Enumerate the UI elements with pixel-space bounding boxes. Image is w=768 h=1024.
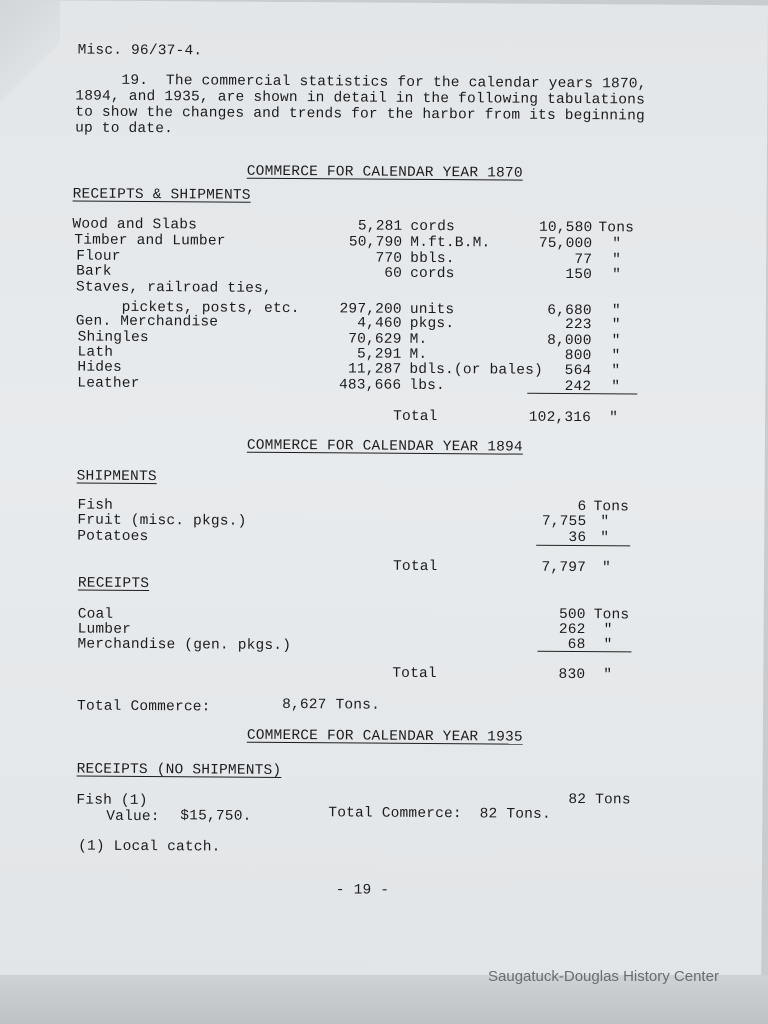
table-row-unit: M. [409, 346, 428, 363]
table-row-unit: pkgs. [409, 315, 455, 333]
table-row-quantity: 770 [375, 250, 403, 267]
table-row-tons: 150 [565, 266, 593, 284]
watermark: Saugatuck-Douglas History Center [488, 968, 719, 985]
table-row-quantity: 4,460 [357, 315, 402, 332]
table-row-unit: cords [410, 265, 455, 283]
table-row-quantity: 70,629 [348, 331, 402, 348]
list-item-tons: 262 [558, 621, 586, 639]
fish-1935-tons: 82 Tons [568, 791, 631, 809]
table-row-suffix: " [611, 333, 621, 350]
section-title-1894: COMMERCE FOR CALENDAR YEAR 1894 [246, 437, 523, 456]
list-item: Fruit (misc. pkgs.) [77, 512, 247, 530]
shipments-heading: SHIPMENTS [76, 468, 157, 486]
list-item-tons: 500 [558, 606, 586, 624]
table-row-quantity: 297,200 [339, 301, 402, 318]
list-item-suffix: " [603, 637, 613, 654]
intro-line-1: 19. The commercial statistics for the calendar years 1870, [121, 72, 647, 93]
table-row-quantity: 11,287 [347, 361, 402, 378]
table-row-tons: 564 [564, 362, 592, 380]
table-row-suffix: " [611, 348, 621, 365]
table-row-item: Wood and Slabs [72, 216, 198, 234]
table-row-suffix: " [611, 303, 621, 320]
table-row-unit: units [409, 301, 455, 319]
list-item-tons: 7,755 [541, 513, 587, 531]
list-item: Potatoes [77, 528, 149, 546]
shipments-total-suffix: " [601, 560, 612, 577]
misc-reference: Misc. 96/37-4. [77, 42, 203, 60]
shipments-total-value: 7,797 [541, 559, 587, 577]
table-row-item: Bark [76, 263, 112, 280]
total-commerce-1894-label: Total Commerce: [77, 698, 211, 716]
table-row-tons: 223 [564, 316, 592, 334]
list-item: Lumber [77, 621, 132, 638]
table-row-unit: cords [410, 218, 455, 236]
table-row-item: Leather [77, 375, 140, 392]
table-row-item: Shingles [77, 329, 149, 347]
table-row-quantity: 50,790 [348, 234, 403, 251]
table-row-item: Gen. Merchandise [75, 313, 219, 331]
list-item-suffix: Tons [593, 607, 630, 624]
table-row-unit: bbls. [410, 250, 455, 268]
table-row-tons: 800 [564, 347, 592, 365]
shipments-rule [536, 545, 630, 547]
total-commerce-1894-value: 8,627 Tons. [282, 696, 381, 714]
table-row-suffix: Tons [598, 220, 635, 237]
total-value-1870: 102,316 [528, 409, 592, 427]
list-item: Coal [77, 606, 114, 623]
receipts-heading: RECEIPTS [77, 575, 150, 593]
table-row-tons: 8,000 [547, 332, 592, 350]
receipts-total-label: Total [392, 665, 437, 683]
page-number: - 19 - [335, 882, 390, 899]
table-row-unit: bdls.(or bales) [409, 361, 544, 379]
receipts-total-suffix: " [603, 667, 613, 684]
value-label: Value: [106, 808, 160, 826]
list-item-suffix: " [603, 622, 613, 639]
table-row-item: Timber and Lumber [74, 232, 226, 250]
fish-1935-label: Fish (1) [76, 792, 148, 810]
total-commerce-1935: Total Commerce: 82 Tons. [328, 805, 551, 823]
list-item-suffix: " [600, 530, 610, 547]
table-row-item: Flour [76, 248, 121, 265]
table-row-unit: lbs. [409, 377, 445, 395]
table-row-item: Hides [77, 359, 123, 376]
list-item-tons: 36 [568, 529, 587, 547]
list-item: Fish [77, 497, 114, 514]
footnote: (1) Local catch. [78, 838, 221, 856]
value-amount: $15,750. [180, 808, 252, 825]
table-row-quantity: 483,666 [338, 377, 402, 394]
table-row-quantity: 5,281 [357, 218, 403, 235]
total-label-1870: Total [393, 408, 438, 426]
list-item-tons: 68 [567, 636, 586, 654]
table-row-unit: M. [409, 331, 428, 348]
table-row-quantity: 60 [384, 265, 403, 282]
table-row-item: Staves, railroad ties, [75, 279, 272, 297]
table-row-unit: M.ft.B.M. [410, 234, 491, 252]
intro-line-4: up to date. [75, 120, 174, 138]
table-row-tons: 75,000 [538, 235, 593, 253]
table-row-suffix: " [612, 252, 622, 269]
table-row-item: Lath [77, 344, 114, 361]
table-row-tons: 242 [564, 378, 592, 396]
section-title-1870: COMMERCE FOR CALENDAR YEAR 1870 [246, 163, 523, 182]
section-subtitle-1870: RECEIPTS & SHIPMENTS [72, 186, 251, 204]
section-title-1935: COMMERCE FOR CALENDAR YEAR 1935 [246, 727, 523, 746]
folded-corner [0, 0, 60, 110]
table-row-quantity: 5,291 [356, 346, 402, 363]
table-row-suffix: " [611, 363, 621, 380]
table-row-suffix: " [611, 317, 621, 334]
section-subtitle-1935: RECEIPTS (NO SHIPMENTS) [76, 761, 282, 779]
table-row-suffix: " [611, 379, 621, 396]
table-row-tons: 6,680 [547, 302, 592, 320]
list-item-suffix: Tons [593, 499, 630, 516]
table-row-tons: 77 [574, 252, 593, 269]
intro-line-3: to show the changes and trends for the harbor from its beginning [75, 104, 645, 125]
table-row-tons: 10,580 [538, 219, 593, 237]
table-row-item: pickets, posts, etc. [103, 299, 300, 318]
total-suffix-1870: " [609, 410, 619, 427]
table-row-suffix: " [612, 236, 622, 253]
intro-line-2: 1894, and 1935, are shown in detail in the following tabulations [75, 88, 646, 109]
receipts-total-value: 830 [558, 666, 586, 684]
table-row-suffix: " [612, 267, 622, 284]
shipments-total-label: Total [392, 558, 438, 576]
list-item-suffix: " [600, 514, 610, 531]
list-item: Merchandise (gen. pkgs.) [77, 636, 292, 655]
list-item-tons: 6 [577, 499, 587, 516]
